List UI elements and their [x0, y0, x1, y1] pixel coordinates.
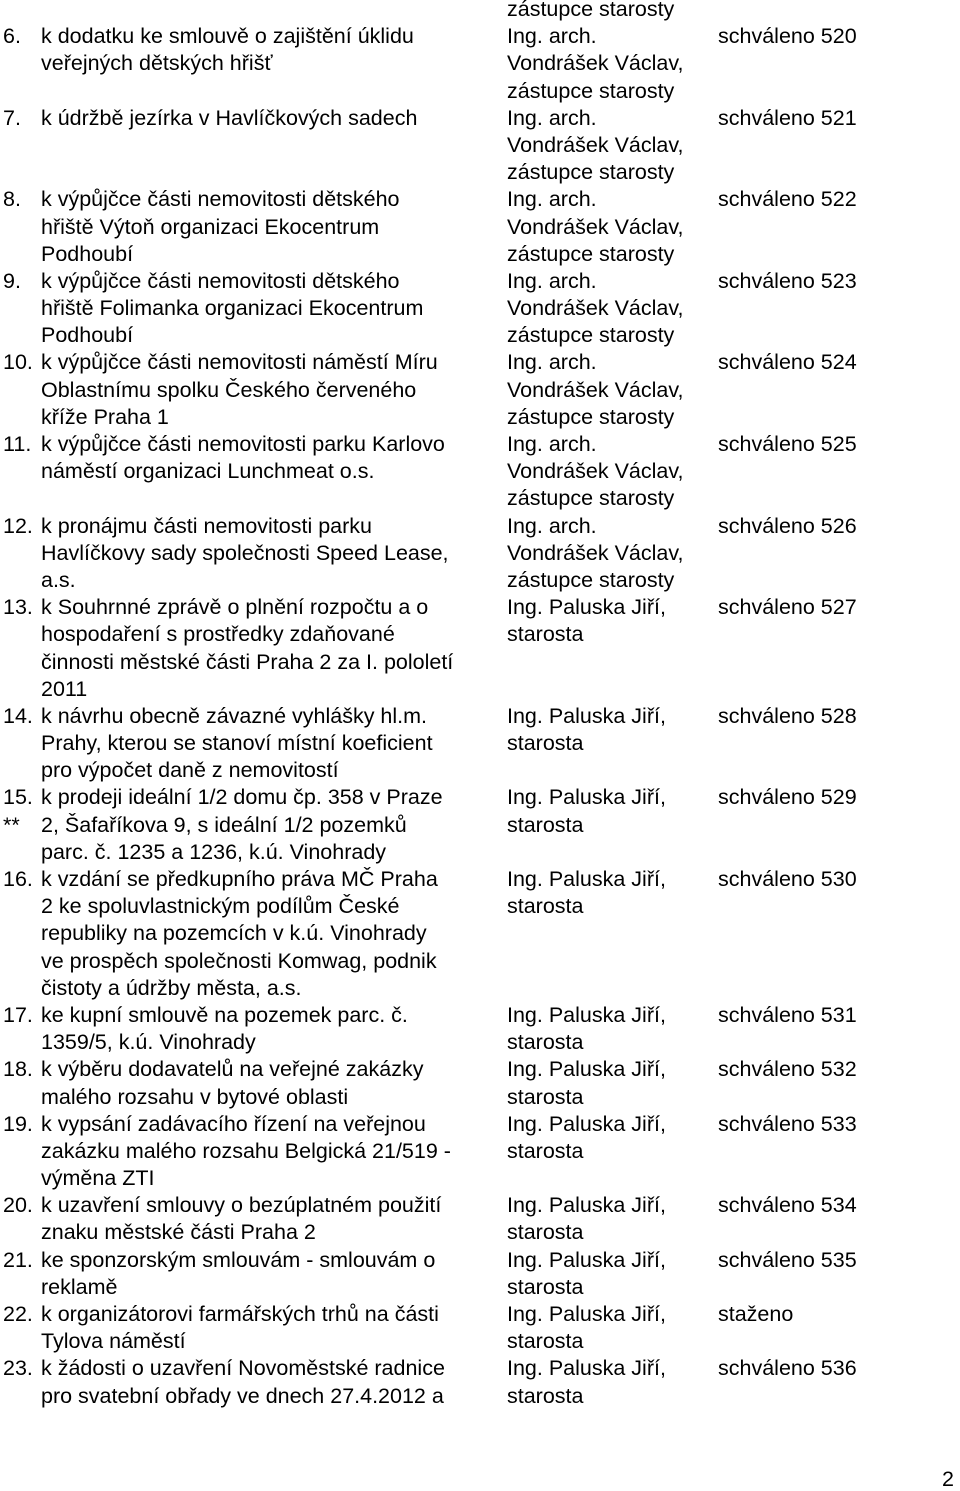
item-proposer: Ing. arch.: [507, 350, 597, 375]
item-proposer: Ing. Paluska Jiří,: [507, 867, 666, 891]
document-line: [0, 703, 960, 730]
item-number: 23.: [3, 1356, 33, 1381]
document-line: [0, 567, 960, 594]
item-subject: k uzavření smlouvy o bezúplatném použití: [41, 1193, 442, 1218]
item-number: 7.: [3, 105, 21, 130]
item-proposer: Ing. arch.: [507, 432, 597, 456]
document-line: [0, 78, 960, 105]
document-line: [0, 676, 960, 703]
document-line: [0, 812, 960, 839]
item-subject: kříže Praha 1: [41, 404, 169, 429]
document-line: [0, 159, 960, 186]
item-number: 21.: [3, 1247, 33, 1272]
item-number: 8.: [3, 187, 21, 212]
item-proposer: Ing. Paluska Jiří,: [507, 1057, 666, 1082]
item-subject: a.s.: [41, 567, 76, 592]
document-line: [0, 649, 960, 676]
document-line: [0, 0, 960, 23]
item-proposer: Vondrášek Václav,: [507, 377, 684, 402]
item-subject: čistoty a údržby města, a.s.: [41, 975, 302, 1000]
item-subject: Tylova náměstí: [41, 1329, 186, 1354]
item-result: schváleno 533: [718, 1111, 857, 1136]
item-result: schváleno 531: [718, 1002, 857, 1027]
item-subject: k výpůjčce části nemovitosti dětského: [41, 187, 400, 212]
item-subject: veřejných dětských hřišť: [41, 51, 273, 76]
document-line: [0, 866, 960, 893]
item-result: schváleno 532: [718, 1057, 857, 1082]
item-result: schváleno 534: [718, 1193, 857, 1218]
item-number: 10.: [3, 350, 33, 375]
item-subject: k výpůjčce části nemovitosti dětského: [41, 268, 400, 293]
document-line: [0, 268, 960, 295]
item-number: 12.: [3, 513, 33, 538]
item-subject: Podhoubí: [41, 323, 134, 348]
document-line: [0, 214, 960, 241]
item-proposer: starosta: [507, 1138, 584, 1163]
document-line: [0, 1029, 960, 1056]
item-subject: činnosti městské části Praha 2 za I. pololetí: [41, 649, 454, 674]
document-line: [0, 1111, 960, 1138]
item-subject: republiky na pozemcích v k.ú. Vinohrady: [41, 921, 427, 946]
item-subject: parc. č. 1235 a 1236, k.ú. Vinohrady: [41, 839, 387, 864]
item-proposer: zástupce starosty: [507, 78, 675, 103]
item-proposer: Vondrášek Václav,: [507, 132, 684, 157]
document-line: [0, 1056, 960, 1083]
item-proposer: starosta: [507, 1383, 584, 1408]
item-proposer: Ing. Paluska Jiří,: [507, 785, 666, 810]
item-proposer: Ing. Paluska Jiří,: [507, 595, 666, 620]
item-number: 16.: [3, 867, 33, 891]
document-line: [0, 1002, 960, 1029]
item-subject: 2011: [41, 676, 88, 701]
item-subject: 2, Šafaříkova 9, s ideální 1/2 pozemků: [41, 812, 407, 837]
item-subject: Havlíčkovy sady společnosti Speed Lease,: [41, 540, 449, 565]
item-result: schváleno 525: [718, 432, 857, 456]
item-proposer: Vondrášek Václav,: [507, 540, 684, 565]
page-number: 2: [942, 1467, 954, 1491]
item-subject: 2 ke spoluvlastnickým podílům České: [41, 894, 400, 919]
item-proposer: Ing. arch.: [507, 105, 597, 130]
item-proposer: zástupce starosty: [507, 241, 675, 266]
item-result: staženo: [718, 1302, 794, 1326]
item-proposer: zástupce starosty: [507, 160, 675, 185]
item-result: schváleno 522: [718, 187, 857, 212]
item-result: schváleno 536: [718, 1356, 857, 1381]
item-subject: pro výpočet daně z nemovitostí: [41, 758, 339, 783]
document-line: [0, 839, 960, 866]
item-subject: pro svatební obřady ve dnech 27.4.2012 a: [41, 1383, 444, 1408]
item-proposer: Ing. Paluska Jiří,: [507, 1356, 666, 1381]
item-subject: zakázku malého rozsahu Belgická 21/519 -: [41, 1138, 451, 1163]
document-line: [0, 757, 960, 784]
item-subject: malého rozsahu v bytové oblasti: [41, 1084, 349, 1109]
item-subject: hospodaření s prostředky zdaňované: [41, 622, 395, 647]
item-proposer: Ing. arch.: [507, 24, 597, 49]
item-subject: k organizátorovi farmářských trhů na části: [41, 1302, 439, 1326]
item-result: schváleno 524: [718, 350, 857, 375]
item-result: schváleno 528: [718, 703, 857, 728]
item-number: **: [3, 812, 20, 837]
item-proposer: Ing. Paluska Jiří,: [507, 1002, 666, 1027]
document-line: [0, 50, 960, 77]
document-line: [0, 1247, 960, 1274]
item-subject: k vypsání zadávacího řízení na veřejnou: [41, 1111, 426, 1136]
item-subject: k prodeji ideální 1/2 domu čp. 358 v Praze: [41, 785, 443, 810]
item-number: 14.: [3, 703, 33, 728]
document-line: [0, 404, 960, 431]
document-line: [0, 513, 960, 540]
item-subject: znaku městské části Praha 2: [41, 1220, 316, 1245]
item-proposer: zástupce starosty: [507, 486, 675, 511]
item-result: schváleno 530: [718, 867, 857, 891]
item-subject: k údržbě jezírka v Havlíčkových sadech: [41, 105, 418, 130]
item-subject: k návrhu obecně závazné vyhlášky hl.m.: [41, 703, 428, 728]
item-subject: k Souhrnné zprávě o plnění rozpočtu a o: [41, 595, 429, 620]
document-line: [0, 1219, 960, 1246]
document-line: [0, 594, 960, 621]
item-result: schváleno 521: [718, 105, 857, 130]
document-line: [0, 893, 960, 920]
item-proposer: Ing. Paluska Jiří,: [507, 1247, 666, 1272]
item-proposer: Ing. Paluska Jiří,: [507, 1193, 666, 1218]
item-number: 19.: [3, 1111, 33, 1136]
item-number: 13.: [3, 595, 33, 620]
item-proposer: Ing. Paluska Jiří,: [507, 1111, 666, 1136]
item-proposer: Vondrášek Václav,: [507, 459, 684, 484]
document-line: [0, 1301, 960, 1328]
item-subject: Podhoubí: [41, 241, 134, 266]
item-proposer: Vondrášek Václav,: [507, 296, 684, 321]
document-line: [0, 1274, 960, 1301]
document-line: [0, 621, 960, 648]
item-proposer: Ing. arch.: [507, 268, 597, 293]
document-line: [0, 186, 960, 213]
document-line: [0, 431, 960, 458]
item-proposer: Ing. arch.: [507, 513, 597, 538]
item-proposer: Ing. arch.: [507, 187, 597, 212]
item-proposer: starosta: [507, 894, 584, 919]
item-number: 18.: [3, 1057, 33, 1082]
document-line: [0, 1165, 960, 1192]
item-proposer: starosta: [507, 1030, 584, 1055]
item-proposer: starosta: [507, 622, 584, 647]
document-line: [0, 349, 960, 376]
item-proposer: zástupce starosty: [507, 567, 675, 592]
item-proposer: starosta: [507, 1274, 584, 1299]
document-line: [0, 377, 960, 404]
item-number: 20.: [3, 1193, 33, 1218]
document-line: [0, 975, 960, 1002]
item-subject: k vzdání se předkupního práva MČ Praha: [41, 867, 438, 891]
item-result: schváleno 520: [718, 24, 857, 49]
document-line: [0, 540, 960, 567]
document-line: [0, 241, 960, 268]
item-subject: ke kupní smlouvě na pozemek parc. č.: [41, 1002, 408, 1027]
document-line: [0, 485, 960, 512]
item-subject: reklamě: [41, 1274, 118, 1299]
document-line: [0, 295, 960, 322]
item-result: schváleno 526: [718, 513, 857, 538]
item-subject: k žádosti o uzavření Novoměstské radnice: [41, 1356, 445, 1381]
item-number: 6.: [3, 24, 21, 49]
document-line: [0, 920, 960, 947]
item-proposer: starosta: [507, 731, 584, 756]
item-proposer: starosta: [507, 1329, 584, 1354]
item-proposer: zástupce starosty: [507, 323, 675, 348]
document-line: [0, 132, 960, 159]
item-proposer: zástupce starosty: [507, 404, 675, 429]
document-line: [0, 23, 960, 50]
item-subject: ve prospěch společnosti Komwag, podnik: [41, 948, 437, 973]
document-line: [0, 948, 960, 975]
item-subject: k výběru dodavatelů na veřejné zakázky: [41, 1057, 424, 1082]
item-subject: k výpůjčce části nemovitosti náměstí Míru: [41, 350, 438, 375]
item-subject: k pronájmu části nemovitosti parku: [41, 513, 373, 538]
document-line: [0, 1383, 960, 1410]
item-subject: ke sponzorským smlouvám - smlouvám o: [41, 1247, 436, 1272]
item-result: schváleno 527: [718, 595, 857, 620]
item-proposer: Vondrášek Václav,: [507, 214, 684, 239]
document-line: [0, 784, 960, 811]
document-line: [0, 730, 960, 757]
document-line: [0, 1192, 960, 1219]
item-subject: Oblastnímu spolku Českého červeného: [41, 377, 417, 402]
item-proposer: starosta: [507, 1084, 584, 1109]
document-line: [0, 105, 960, 132]
item-proposer: starosta: [507, 1220, 584, 1245]
item-result: schváleno 523: [718, 268, 857, 293]
item-subject: Prahy, kterou se stanoví místní koeficient: [41, 731, 433, 756]
item-subject: 1359/5, k.ú. Vinohrady: [41, 1030, 256, 1055]
item-proposer: Vondrášek Václav,: [507, 51, 684, 76]
item-result: schváleno 535: [718, 1247, 857, 1272]
document-line: [0, 1084, 960, 1111]
item-subject: výměna ZTI: [41, 1166, 155, 1191]
document-line: [0, 1138, 960, 1165]
item-number: 17.: [3, 1002, 33, 1027]
item-proposer: Ing. Paluska Jiří,: [507, 1302, 666, 1326]
item-number: 15.: [3, 785, 33, 810]
document-line: [0, 1328, 960, 1355]
item-subject: k výpůjčce části nemovitosti parku Karlovo: [41, 432, 445, 456]
item-number: 22.: [3, 1302, 33, 1326]
item-proposer: zástupce starosty: [507, 0, 675, 21]
document-line: [0, 458, 960, 485]
item-number: 9.: [3, 268, 21, 293]
item-proposer: Ing. Paluska Jiří,: [507, 703, 666, 728]
item-number: 11.: [3, 432, 32, 456]
document-line: [0, 322, 960, 349]
item-subject: náměstí organizaci Lunchmeat o.s.: [41, 459, 375, 484]
item-proposer: starosta: [507, 812, 584, 837]
item-subject: k dodatku ke smlouvě o zajištění úklidu: [41, 24, 414, 49]
item-subject: hřiště Folimanka organizaci Ekocentrum: [41, 296, 424, 321]
document-line: [0, 1355, 960, 1382]
item-subject: hřiště Výtoň organizaci Ekocentrum: [41, 214, 380, 239]
item-result: schváleno 529: [718, 785, 857, 810]
